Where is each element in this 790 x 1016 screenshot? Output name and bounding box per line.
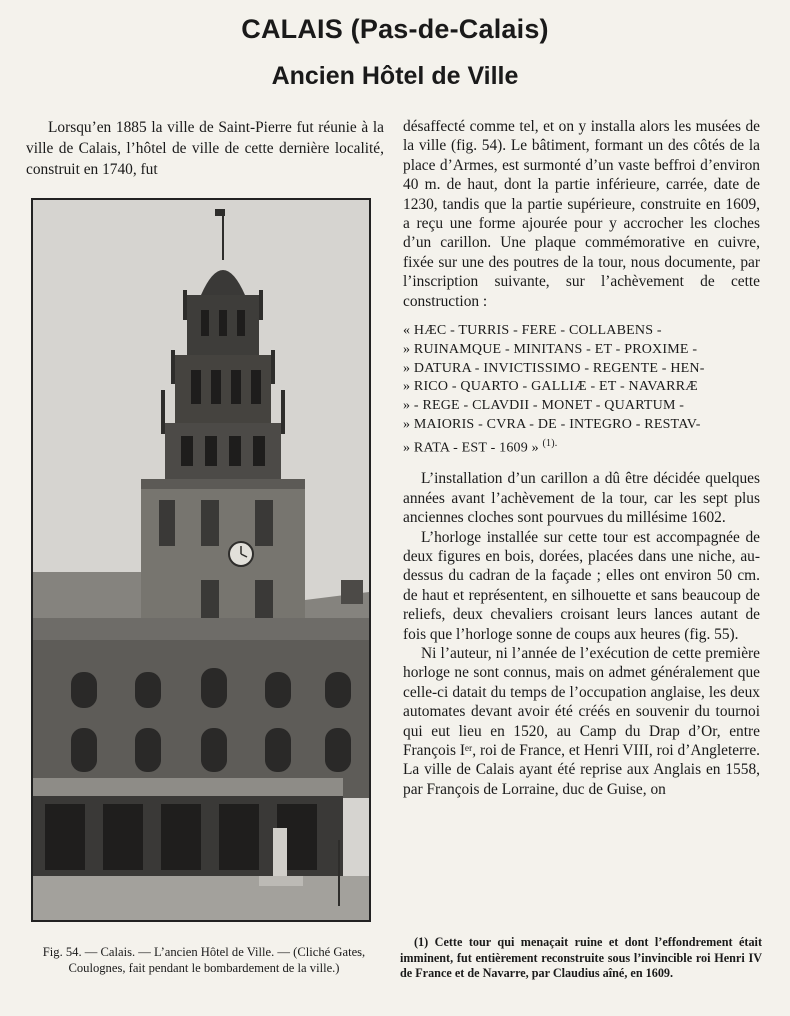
- inscription-line: « HÆC - TURRIS - FERE - COLLABENS -: [403, 323, 662, 339]
- left-column-text: Lorsqu’en 1885 la ville de Saint-Pierre fut réunie à la ville de Calais, l’hôtel de ville de cette dernière localité, construit en 1740, fut: [26, 119, 384, 178]
- inscription-line: » RUINAMQUE - MINITANS - ET - PROXIME -: [403, 341, 698, 357]
- inscription-text: » RATA - EST - 1609 »: [403, 440, 539, 456]
- paragraph: L’installation d’un carillon a dû être décidée quelques années avant l’achèvement de la tour, car les sept plus anciennes cloches sont pourvues du millésime 1602.: [403, 470, 760, 527]
- page-subtitle: Ancien Hôtel de Ville: [271, 62, 519, 90]
- inscription-block: [403, 322, 760, 458]
- inscription-line: » - REGE - CLAVDII - MONET - QUARTUM -: [403, 398, 685, 414]
- right-column: [403, 117, 760, 799]
- town-hall-illustration: [33, 200, 369, 920]
- paragraph: désaffecté comme tel, et on y installa alors les musées de la ville (fig. 54). Le bâtiment, formant un des côtés de la place d’Armes, est surmonté d’un vaste beffroi d’environ 40 m. de haut, dont la partie inférieure, carrée, date de 1230, tandis que la partie supérieure, construite en 1609, a reçu une forme ajourée pour y accrocher les cloches d’un carillon. Une plaque commémorative en cuivre, fixée sur une des poutres de la tour, nous documente, par l’inscription suivante, sur l’achèvement de cette construction :: [403, 118, 760, 310]
- town-hall-photo: [31, 198, 371, 922]
- figure-caption: Fig. 54. — Calais. — L’ancien Hôtel de Ville. — (Cliché Gates, Coulognes, fait pendant le bombardement de la ville.): [42, 945, 366, 975]
- paragraph: L’horloge installée sur cette tour est accompagnée de deux figures en bois, dorées, placées dans une niche, au-dessus du cadran de la façade ; elles ont environ 50 cm. de haut et représentent, en silhouette et sans beaucoup de reliefs, deux chevaliers croisant leurs lances autant de fois que l’horloge sonne de coups aux heures (fig. 55).: [403, 528, 760, 643]
- inscription-line: » RICO - QUARTO - GALLIÆ - ET - NAVARRÆ: [403, 379, 698, 395]
- paragraph: Ni l’auteur, ni l’année de l’exécution de cette première horloge ne sont connus, mais on admet généralement que celle-ci datait du temps de l’occupation anglaise, les deux automates devant avoir été créés en souvenir du tournoi qui eut lieu en 1520, au Camp du Drap d’Or, entre François Iᵉʳ, roi de France, et Henri VIII, roi d’Angleterre. La ville de Calais ayant été reprise aux Anglais en 1558, par François de Lorraine, duc de Guise, on: [403, 644, 761, 798]
- footnote-reference: (1).: [542, 437, 558, 449]
- inscription-line: » MAIORIS - CVRA - DE - INTEGRO - RESTAV-: [403, 417, 701, 433]
- page-title: CALAIS (Pas-de-Calais): [241, 14, 549, 44]
- footnote: (1) Cette tour qui menaçait ruine et dont l’effondrement était imminent, fut entièrement reconstruite sous l’invincible roi Henri IV de France et de Navarre, par Claudius aîné, en 1609.: [400, 935, 762, 980]
- inscription-line-last: [403, 435, 760, 458]
- inscription-line: » DATURA - INVICTISSIMO - REGENTE - HEN-: [403, 360, 705, 376]
